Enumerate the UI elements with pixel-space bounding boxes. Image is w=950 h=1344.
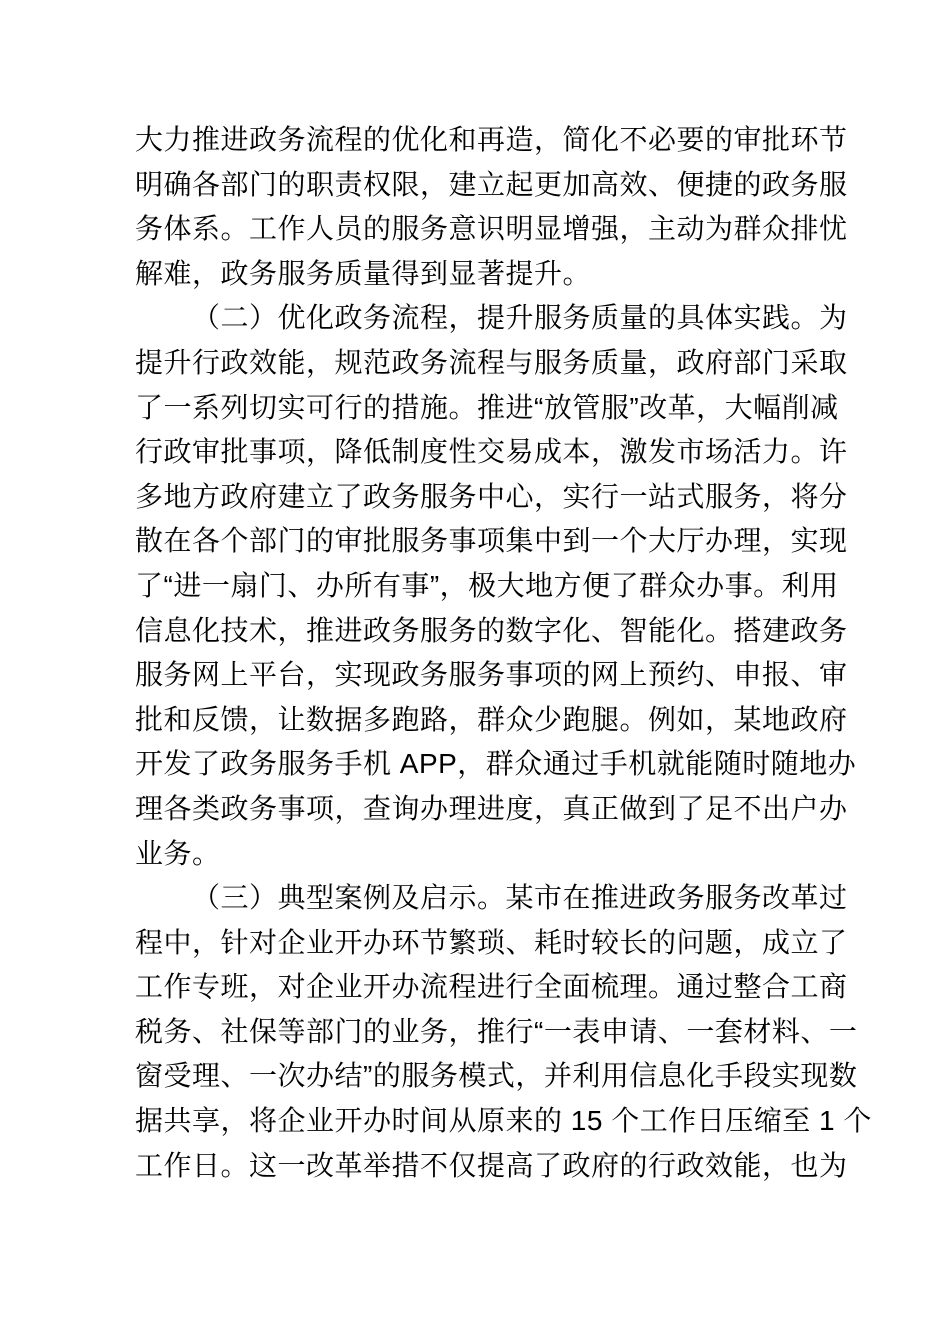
text-line: 窗受理、一次办结”的服务模式，并利用信息化手段实现数 [135, 1060, 858, 1092]
text-line: 理各类政务事项，查询办理进度，真正做到了足不出户办 [135, 792, 848, 824]
text-line: 开发了政务服务手机 APP，群众通过手机就能随时随地办 [135, 748, 857, 780]
text-line: 务体系。工作人员的服务意识明显增强，主动为群众排忧 [135, 213, 848, 245]
text-line: （三）典型案例及启示。某市在推进政务服务改革过 [192, 882, 848, 914]
text-line: 业务。 [135, 837, 221, 869]
text-line: 了“进一扇门、办所有事”，极大地方便了群众办事。利用 [135, 569, 839, 601]
text-line: 行政审批事项，降低制度性交易成本，激发市场活力。许 [135, 436, 848, 468]
paragraph [135, 118, 848, 296]
text-line: 批和反馈，让数据多跑路，群众少跑腿。例如，某地政府 [135, 703, 848, 735]
text-line: 信息化技术，推进政务服务的数字化、智能化。搭建政务 [135, 614, 848, 646]
paragraph [135, 296, 857, 876]
text-line: 了一系列切实可行的措施。推进“放管服”改革，大幅削减 [135, 391, 839, 423]
document-text-body [135, 118, 872, 1188]
text-line: 工作日。这一改革举措不仅提高了政府的行政效能，也为 [135, 1149, 848, 1181]
text-line: 明确各部门的职责权限，建立起更加高效、便捷的政务服 [135, 168, 848, 200]
text-line: 大力推进政务流程的优化和再造，简化不必要的审批环节 [135, 124, 848, 155]
text-line: 散在各个部门的审批服务事项集中到一个大厅办理，实现 [135, 525, 848, 557]
text-line: 据共享，将企业开办时间从原来的 15 个工作日压缩至 1 个 [135, 1105, 872, 1137]
text-line: 工作专班，对企业开办流程进行全面梳理。通过整合工商 [135, 971, 848, 1003]
text-line: 程中，针对企业开办环节繁琐、耗时较长的问题，成立了 [135, 926, 848, 958]
text-line: 解难，政务服务质量得到显著提升。 [135, 257, 592, 289]
text-line: 税务、社保等部门的业务，推行“一表申请、一套材料、一 [135, 1015, 858, 1047]
text-line: （二）优化政务流程，提升服务质量的具体实践。为 [192, 302, 848, 334]
paragraph [135, 876, 872, 1188]
text-line: 提升行政效能，规范政务流程与服务质量，政府部门采取 [135, 346, 848, 378]
text-line: 多地方政府建立了政务服务中心，实行一站式服务，将分 [135, 480, 848, 512]
text-line: 服务网上平台，实现政务服务事项的网上预约、申报、审 [135, 659, 848, 691]
